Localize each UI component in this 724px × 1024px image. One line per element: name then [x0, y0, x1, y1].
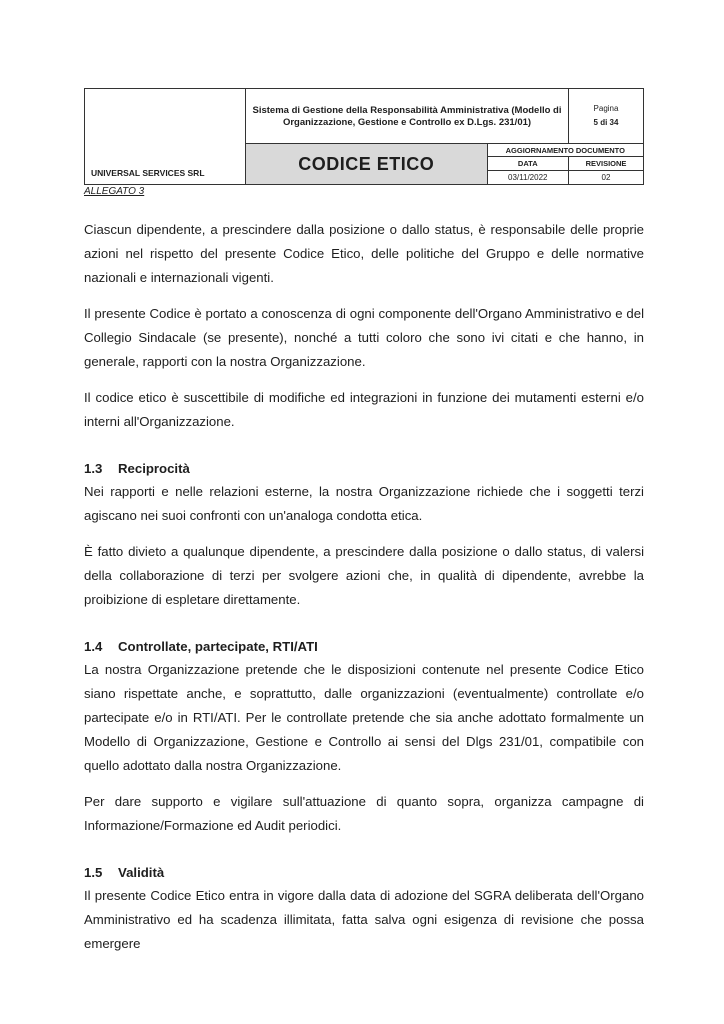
section-number: 1.3: [84, 461, 103, 476]
section-title: Controllate, partecipate, RTI/ATI: [118, 639, 318, 654]
attachment-label: ALLEGATO 3: [84, 186, 145, 197]
section-title: Reciprocità: [118, 461, 190, 476]
document-title: CODICE ETICO: [246, 144, 488, 185]
section-number: 1.4: [84, 639, 103, 654]
section-number: 1.5: [84, 865, 103, 880]
document-header-table: [84, 88, 644, 185]
section-heading: [84, 458, 644, 480]
page-label: Pagina: [593, 104, 619, 113]
section-paragraph: È fatto divieto a qualunque dipendente, a prescindere dalla posizione o dallo status, di valersi della collaborazione di terzi per svolgere azioni che, in qualità di dipendente, avrebbe la proibizione di espletare direttamente.: [84, 544, 644, 607]
document-body: [84, 218, 644, 968]
section-paragraph: La nostra Organizzazione pretende che le disposizioni contenute nel presente Codice Etico siano rispettate anche, e soprattutto, dalle organizzazioni (eventualmente) controllate e/o partecipate e/o in RTI/ATI. Per le controllate pretende che sia anche adottato formalmente un Modello di Organizzazione, Gestione e Controllo ai sensi del Dlgs 231/01, compatibile con quello adottato dalla nostra Organizzazione.: [84, 662, 644, 773]
section-paragraph: Nei rapporti e nelle relazioni esterne, la nostra Organizzazione richiede che i soggetti terzi agiscano nei suoi confronti con un'analoga condotta etica.: [84, 484, 644, 523]
revision-value: 02: [569, 171, 644, 185]
update-label: AGGIORNAMENTO DOCUMENTO: [487, 144, 643, 157]
page-value: 5 di 34: [593, 118, 619, 127]
section-title: Validità: [118, 865, 165, 880]
date-label: DATA: [487, 157, 568, 171]
date-value: 03/11/2022: [487, 171, 568, 185]
section-paragraph: Il presente Codice Etico entra in vigore dalla data di adozione del SGRA deliberata dell'Organo Amministrativo ed ha scadenza illimitata, fatta salva ogni esigenza di revisione che possa emergere: [84, 888, 644, 951]
revision-label: REVISIONE: [569, 157, 644, 171]
section-heading: [84, 636, 644, 658]
section-paragraph: Per dare supporto e vigilare sull'attuazione di quanto sopra, organizza campagne di Informazione/Formazione ed Audit periodici.: [84, 794, 644, 833]
intro-paragraph: Ciascun dipendente, a prescindere dalla posizione o dallo status, è responsabile delle proprie azioni nel rispetto del presente Codice Etico, delle politiche del Gruppo e delle normative nazionali e internazionali vigenti.: [84, 222, 644, 285]
section-heading: [84, 862, 644, 884]
company-name: UNIVERSAL SERVICES SRL: [85, 89, 246, 185]
intro-paragraph: Il codice etico è suscettibile di modifiche ed integrazioni in funzione dei mutamenti esterni e/o interni all'Organizzazione.: [84, 390, 644, 429]
page-info: [569, 89, 644, 144]
intro-paragraph: Il presente Codice è portato a conoscenza di ogni componente dell'Organo Amministrativo e del Collegio Sindacale (se presente), nonché a tutti coloro che sono ivi citati e che hanno, in generale, rapporti con la nostra Organizzazione.: [84, 306, 644, 369]
system-title: Sistema di Gestione della Responsabilità Amministrativa (Modello di Organizzazione, Gestione e Controllo ex D.Lgs. 231/01): [246, 89, 569, 144]
